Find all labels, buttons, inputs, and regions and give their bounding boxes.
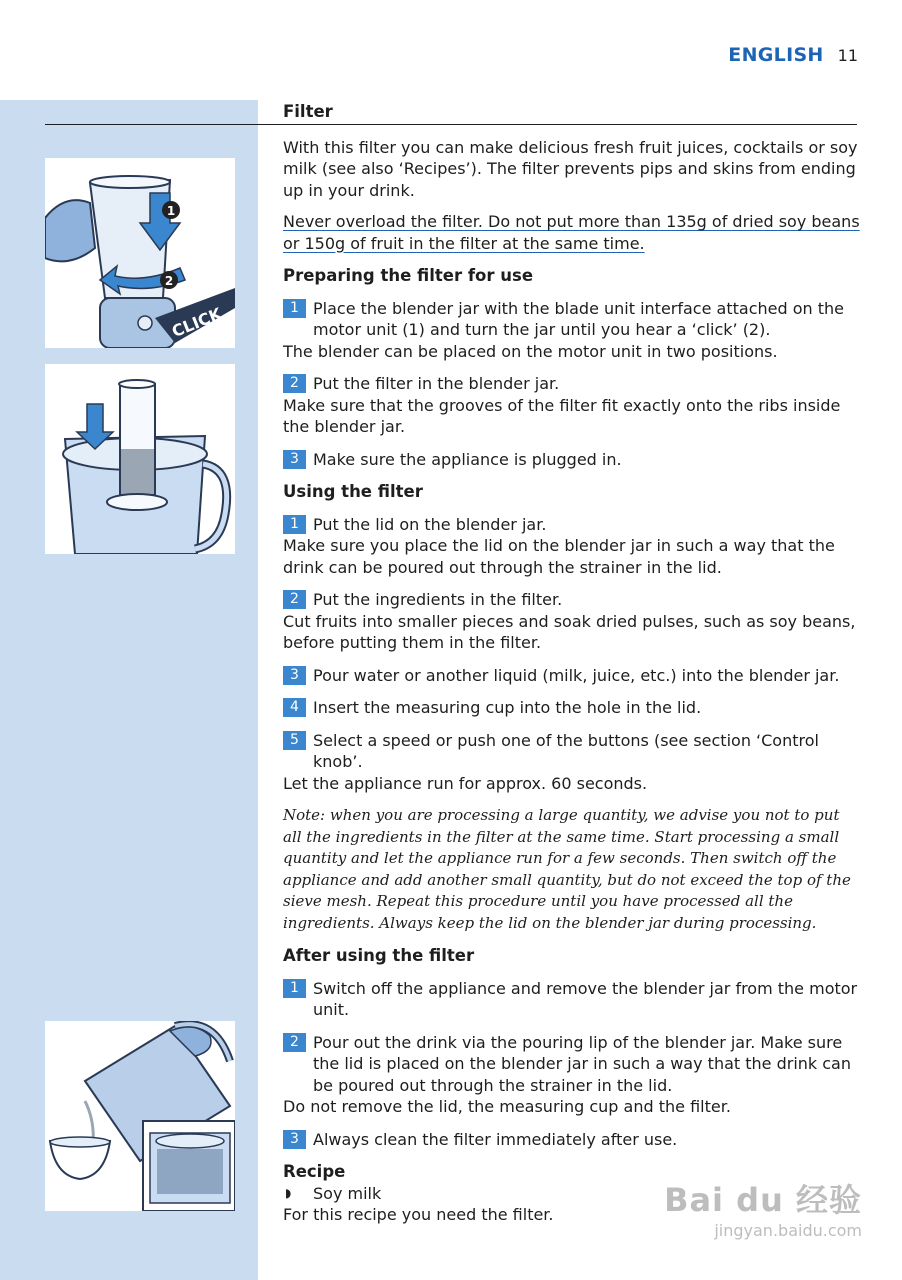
step-text: Make sure the appliance is plugged in.	[313, 449, 622, 469]
marker-2: 2	[164, 274, 174, 288]
after-step-3	[283, 1129, 861, 1151]
step-text: Put the ingredients in the filter.	[313, 590, 563, 609]
step-text: Pour water or another liquid (milk, juice, etc.) into the blender jar.	[313, 665, 840, 685]
step-number: 1	[283, 515, 306, 534]
step-text: Put the filter in the blender jar.	[313, 374, 560, 393]
step-text: Pour out the drink via the pouring lip of the blender jar. Make sure the lid is placed on the blender jar in such a way that the drink can be poured out through the strainer in the lid.	[313, 1032, 851, 1095]
step-number: 4	[283, 698, 306, 717]
after-step-2	[283, 1032, 861, 1097]
bullet-icon: ◗	[285, 1185, 292, 1200]
step-number: 3	[283, 666, 306, 685]
click-label: CLICK	[169, 303, 225, 342]
step-number: 1	[283, 299, 306, 318]
page-number: 11	[837, 46, 858, 65]
preparing-title: Preparing the filter for use	[283, 266, 534, 285]
section-title: Filter	[283, 102, 333, 121]
after-title: After using the filter	[283, 946, 475, 965]
processing-note: Note: when you are processing a large quantity, we advise you not to put all the ingredients in the filter at the same time. Start processing a small quantity and let the appliance run for a few seconds. Then switch off the appliance and add another small quantity, but do not exceed the top of the sieve mesh. Repeat this procedure until you have processed all the ingredients. Always keep the lid on the blender jar during processing.	[283, 806, 851, 932]
step-number: 2	[283, 1033, 306, 1052]
use-step-5	[283, 730, 861, 773]
use-step-3	[283, 665, 861, 687]
page-header	[728, 44, 858, 66]
figure-filter-jar	[45, 364, 235, 554]
step-text: Always clean the filter immediately after use.	[313, 1129, 678, 1149]
language-label: ENGLISH	[728, 44, 824, 66]
intro-text: With this filter you can make delicious fresh fruit juices, cocktails or soy milk (see also ‘Recipes’). The filter prevents pips and skins from ending up in your drink.	[283, 137, 858, 200]
step-number: 3	[283, 1130, 306, 1149]
step-text: Insert the measuring cup into the hole in the lid.	[313, 698, 702, 717]
step-note: Do not remove the lid, the measuring cup and the filter.	[283, 1097, 731, 1116]
step-note: Let the appliance run for approx. 60 seconds.	[283, 773, 648, 793]
main-content	[283, 101, 861, 1226]
watermark-url: jingyan.baidu.com	[714, 1221, 862, 1240]
prep-step-3	[283, 449, 861, 471]
filter-jar-illustration	[45, 364, 235, 554]
pour-drink-illustration	[45, 1021, 235, 1211]
marker-1: 1	[166, 204, 176, 218]
warning-text: Never overload the filter. Do not put more than 135g of dried soy beans or 150g of fruit in the filter at the same time.	[283, 212, 860, 253]
step-note: The blender can be placed on the motor unit in two positions.	[283, 341, 778, 361]
step-number: 1	[283, 979, 306, 998]
step-note: Cut fruits into smaller pieces and soak dried pulses, such as soy beans, before putting them in the filter.	[283, 611, 856, 652]
after-step-1	[283, 978, 861, 1021]
step-note: Make sure you place the lid on the blender jar in such a way that the drink can be poured out through the strainer in the lid.	[283, 536, 835, 577]
step-text: Select a speed or push one of the buttons (see section ‘Control knob’.	[313, 730, 819, 771]
step-text: Put the lid on the blender jar.	[313, 514, 547, 534]
step-note: Make sure that the grooves of the filter fit exactly onto the ribs inside the blender jar.	[283, 395, 841, 436]
step-number: 3	[283, 450, 306, 469]
using-title: Using the filter	[283, 482, 423, 501]
figure-mount-jar	[45, 158, 235, 348]
prep-step-1	[283, 298, 861, 341]
watermark-logo: Bai du 经验	[664, 1181, 862, 1219]
mount-jar-illustration	[45, 158, 235, 348]
recipe-item: Soy milk	[313, 1183, 382, 1203]
use-step-2	[283, 589, 861, 611]
step-number: 2	[283, 590, 306, 609]
step-text: Switch off the appliance and remove the blender jar from the motor unit.	[313, 978, 858, 1019]
step-number: 2	[283, 374, 306, 393]
recipe-text: For this recipe you need the filter.	[283, 1205, 554, 1224]
use-step-4	[283, 697, 861, 719]
step-number: 5	[283, 731, 306, 750]
recipe-title: Recipe	[283, 1162, 346, 1181]
use-step-1	[283, 514, 861, 536]
watermark	[664, 1175, 862, 1240]
figure-pour-drink	[45, 1021, 235, 1211]
step-text: Place the blender jar with the blade unit interface attached on the motor unit (1) and turn the jar until you hear a ‘click’ (2).	[313, 298, 844, 339]
prep-step-2	[283, 373, 861, 395]
